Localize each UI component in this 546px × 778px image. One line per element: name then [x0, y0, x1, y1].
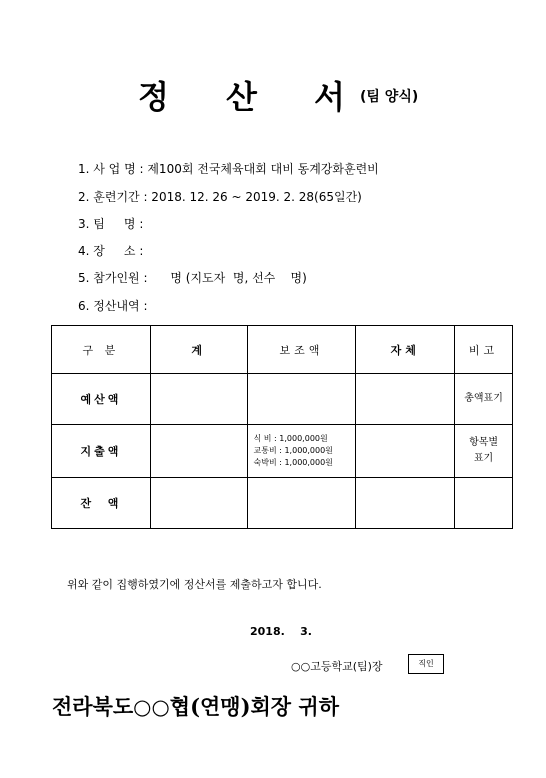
header-category: 구 분 — [52, 326, 151, 374]
title-subtitle: (팀 양식) — [360, 89, 419, 105]
expense-note-line1: 항목별 — [469, 437, 499, 448]
expense-detail-lodging: 숙박비 : 1,000,000원 — [253, 458, 333, 467]
header-remarks: 비고 — [455, 326, 513, 374]
cell-budget-total[interactable] — [150, 374, 247, 425]
official-stamp-box: 직인 — [408, 654, 444, 674]
title-char-2: 산 — [226, 78, 257, 116]
info-project-name: 1. 사 업 명 : 제100회 전국체육대회 대비 동계강화훈련비 — [78, 162, 379, 176]
cell-budget-note: 총액표기 — [455, 374, 513, 425]
row-label-budget: 예산액 — [52, 374, 151, 425]
info-settlement-details: 6. 정산내역 : — [78, 299, 148, 313]
info-location: 4. 장 소 : — [78, 244, 144, 258]
submission-statement: 위와 같이 집행하였기에 정산서를 제출하고자 합니다. — [67, 578, 322, 591]
info-training-period: 2. 훈련기간 : 2018. 12. 26 ~ 2019. 2. 28(65일간) — [78, 190, 362, 204]
title-char-1: 정 — [138, 78, 169, 116]
submission-date: 2018. 3. — [250, 625, 312, 638]
table-row — [52, 425, 513, 478]
header-total: 계 — [150, 326, 247, 374]
info-team-name: 3. 팀 명 : — [78, 217, 144, 231]
cell-expense-total[interactable] — [150, 425, 247, 478]
cell-balance-total[interactable] — [150, 478, 247, 529]
recipient-line: 전라북도○○협(연맹)회장 귀하 — [52, 694, 339, 719]
header-subsidy: 보조액 — [247, 326, 356, 374]
cell-budget-self[interactable] — [356, 374, 455, 425]
row-label-balance: 잔 액 — [52, 478, 151, 529]
cell-balance-subsidy[interactable] — [247, 478, 356, 529]
cell-expense-self[interactable] — [356, 425, 455, 478]
cell-balance-self[interactable] — [356, 478, 455, 529]
table-row — [52, 374, 513, 425]
signer-name: ○○고등학교(팀)장 — [291, 660, 383, 673]
cell-expense-note — [455, 425, 513, 478]
table-row — [52, 478, 513, 529]
header-self-funded: 자체 — [356, 326, 455, 374]
settlement-table — [51, 325, 513, 529]
expense-detail-meals: 식 비 : 1,000,000원 — [253, 434, 328, 443]
title-char-3: 서 — [314, 78, 345, 116]
cell-budget-subsidy[interactable] — [247, 374, 356, 425]
table-header-row — [52, 326, 513, 374]
document-title — [0, 72, 546, 116]
row-label-expense: 지출액 — [52, 425, 151, 478]
expense-note-line2: 표기 — [473, 453, 494, 464]
info-participants: 5. 참가인원 : 명 (지도자 명, 선수 명) — [78, 271, 307, 285]
cell-expense-subsidy[interactable] — [247, 425, 356, 478]
cell-balance-note[interactable] — [455, 478, 513, 529]
expense-detail-transport: 교통비 : 1,000,000원 — [253, 446, 333, 455]
